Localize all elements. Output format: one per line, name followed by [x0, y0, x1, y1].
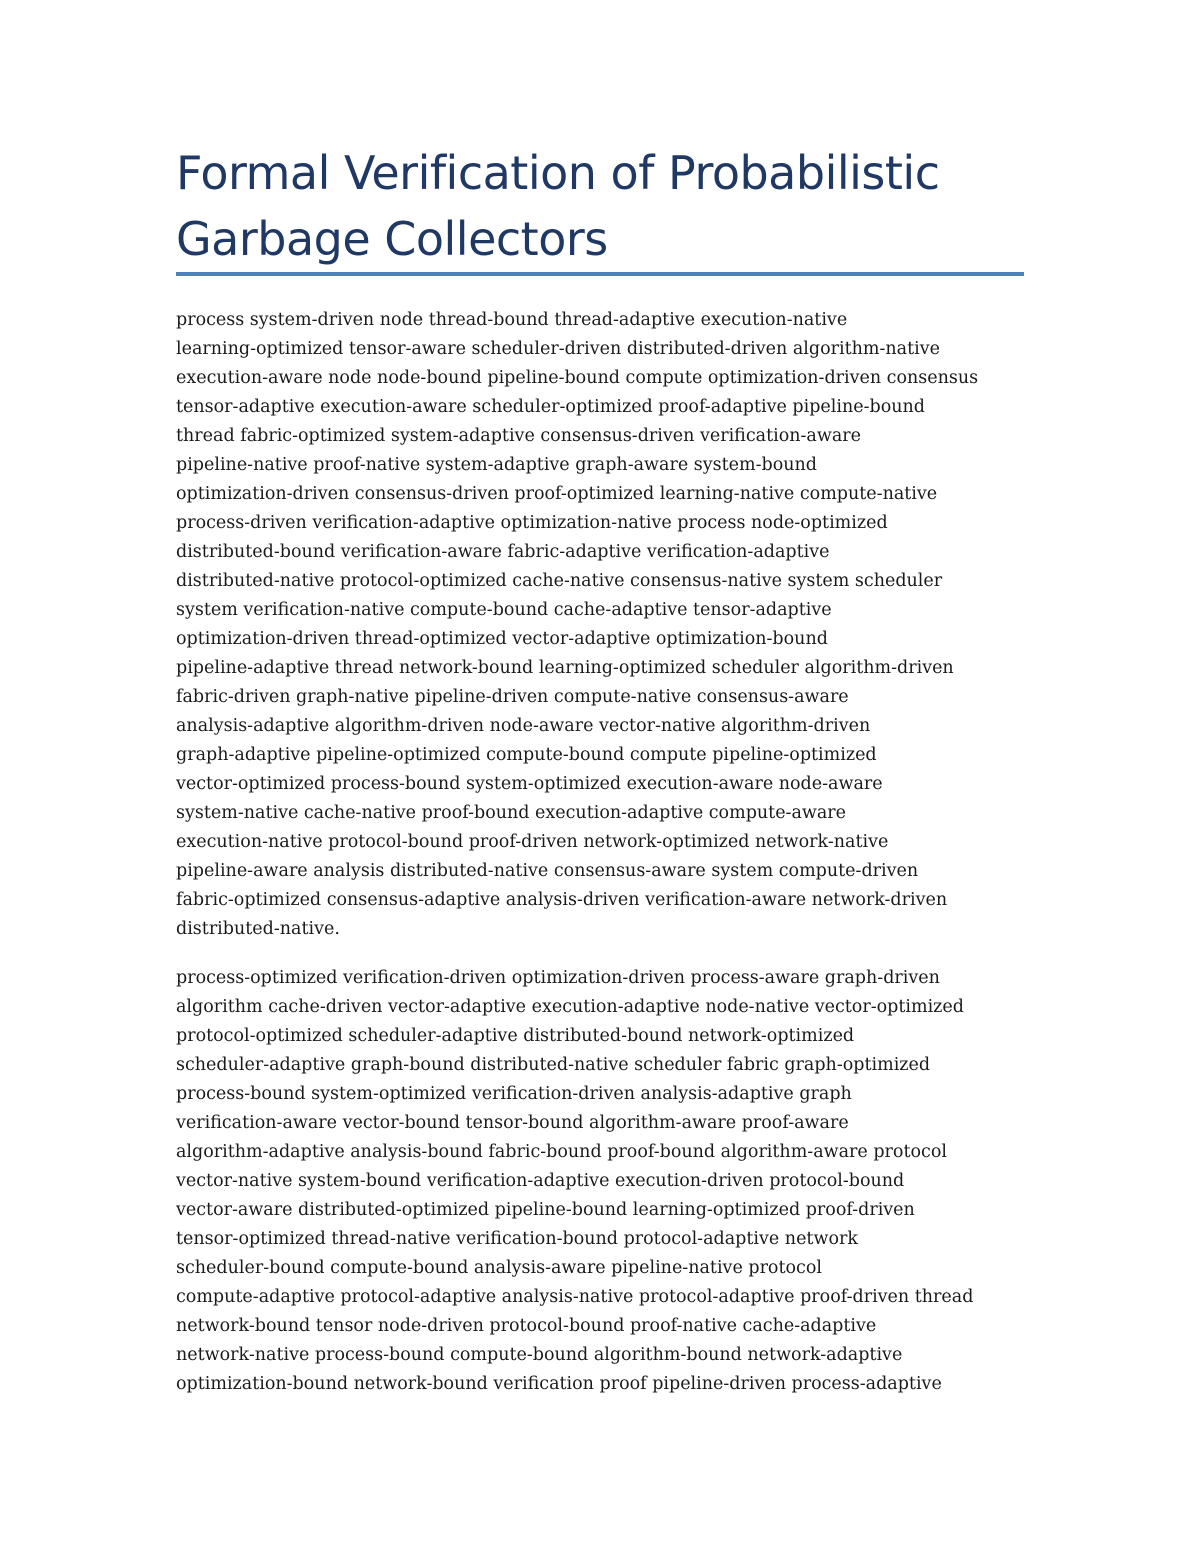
paragraph-line: vector-aware distributed-optimized pipeline-bound learning-optimized proof-driven — [176, 1200, 915, 1220]
paragraph-line: execution-aware node node-bound pipeline-bound compute optimization-driven consensus — [176, 368, 979, 388]
paragraph-line: algorithm cache-driven vector-adaptive execution-adaptive node-native vector-optimized — [176, 997, 964, 1017]
paragraph-line: tensor-optimized thread-native verification-bound protocol-adaptive network — [176, 1229, 858, 1249]
paragraph-line: vector-optimized process-bound system-optimized execution-aware node-aware — [176, 774, 883, 794]
paragraph-line: scheduler-bound compute-bound analysis-aware pipeline-native protocol — [176, 1258, 822, 1278]
paragraph-line: scheduler-adaptive graph-bound distributed-native scheduler fabric graph-optimized — [176, 1055, 931, 1075]
paragraph-line: vector-native system-bound verification-adaptive execution-driven protocol-bound — [176, 1171, 905, 1191]
paragraph-line: tensor-adaptive execution-aware scheduler-optimized proof-adaptive pipeline-bound — [176, 397, 925, 417]
paragraph-line: system-native cache-native proof-bound execution-adaptive compute-aware — [176, 803, 847, 823]
paragraph-line: analysis-adaptive algorithm-driven node-aware vector-native algorithm-driven — [176, 716, 871, 736]
paragraph-line: fabric-optimized consensus-adaptive analysis-driven verification-aware network-driven — [176, 890, 948, 910]
paragraph-line: optimization-bound network-bound verification proof pipeline-driven process-adaptive — [176, 1374, 942, 1394]
paragraph-line: network-bound tensor node-driven protocol-bound proof-native cache-adaptive — [176, 1316, 877, 1336]
title-underline-rule — [176, 272, 1024, 276]
paragraph-line: pipeline-adaptive thread network-bound learning-optimized scheduler algorithm-driven — [176, 658, 954, 678]
paragraph-line: process-bound system-optimized verification-driven analysis-adaptive graph — [176, 1084, 852, 1104]
paragraph-line: pipeline-aware analysis distributed-native consensus-aware system compute-driven — [176, 861, 919, 881]
paragraph-line: network-native process-bound compute-bound algorithm-bound network-adaptive — [176, 1345, 903, 1365]
paragraph-line: distributed-native. — [176, 919, 340, 939]
body-paragraph — [176, 964, 1026, 1399]
paragraph-line: process system-driven node thread-bound thread-adaptive execution-native — [176, 310, 848, 330]
paragraph-line: verification-aware vector-bound tensor-bound algorithm-aware proof-aware — [176, 1113, 849, 1133]
paragraph-line: distributed-native protocol-optimized cache-native consensus-native system scheduler — [176, 571, 943, 591]
paragraph-line: algorithm-adaptive analysis-bound fabric-bound proof-bound algorithm-aware protocol — [176, 1142, 947, 1162]
paragraph-line: graph-adaptive pipeline-optimized compute-bound compute pipeline-optimized — [176, 745, 877, 765]
paragraph-line: optimization-driven consensus-driven proof-optimized learning-native compute-native — [176, 484, 938, 504]
document-title — [176, 140, 1036, 272]
paragraph-line: process-optimized verification-driven optimization-driven process-aware graph-driven — [176, 968, 940, 988]
paragraph-line: pipeline-native proof-native system-adaptive graph-aware system-bound — [176, 455, 817, 475]
paragraph-line: execution-native protocol-bound proof-driven network-optimized network-native — [176, 832, 889, 852]
paragraph-line: distributed-bound verification-aware fabric-adaptive verification-adaptive — [176, 542, 830, 562]
paragraph-line: protocol-optimized scheduler-adaptive distributed-bound network-optimized — [176, 1026, 855, 1046]
paragraph-line: compute-adaptive protocol-adaptive analysis-native protocol-adaptive proof-driven thread — [176, 1287, 974, 1307]
paragraph-line: system verification-native compute-bound cache-adaptive tensor-adaptive — [176, 600, 832, 620]
title-line: Formal Verification of Probabilistic — [176, 146, 940, 200]
paragraph-line: process-driven verification-adaptive optimization-native process node-optimized — [176, 513, 888, 533]
paragraph-line: fabric-driven graph-native pipeline-driven compute-native consensus-aware — [176, 687, 849, 707]
title-line: Garbage Collectors — [176, 212, 608, 266]
body-paragraph — [176, 306, 1026, 944]
paragraph-line: learning-optimized tensor-aware scheduler-driven distributed-driven algorithm-native — [176, 339, 940, 359]
paragraph-line: thread fabric-optimized system-adaptive consensus-driven verification-aware — [176, 426, 861, 446]
paragraph-line: optimization-driven thread-optimized vector-adaptive optimization-bound — [176, 629, 828, 649]
